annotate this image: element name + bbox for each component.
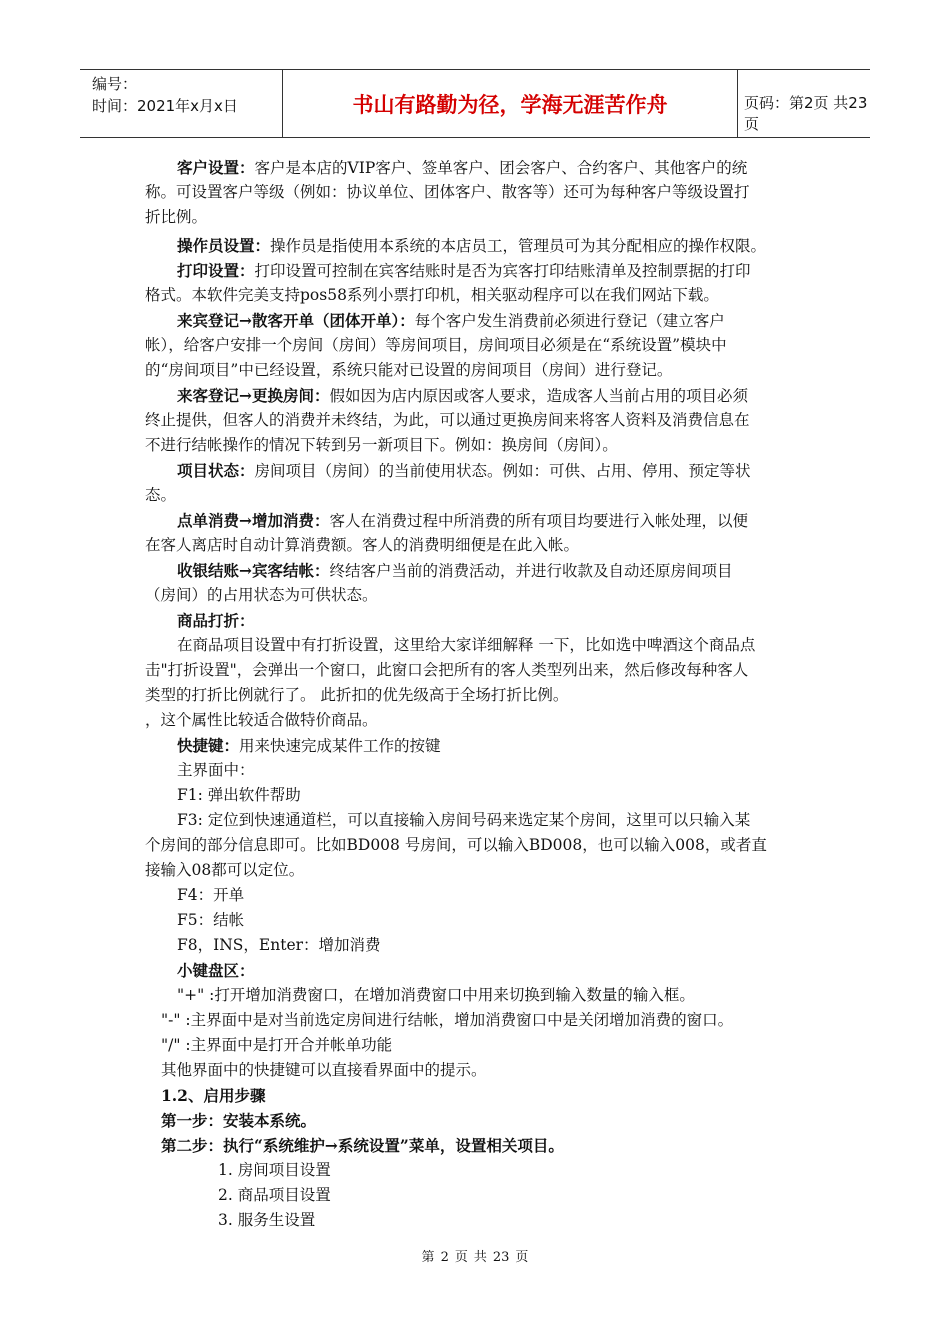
paragraph-line bbox=[177, 233, 766, 259]
list-item bbox=[218, 1208, 315, 1233]
paragraph-line bbox=[177, 258, 751, 284]
paragraph-line bbox=[177, 908, 244, 933]
paragraph-line bbox=[145, 683, 568, 708]
paragraph-line bbox=[145, 408, 750, 433]
bold-term: 客户设置： bbox=[177, 158, 255, 177]
paragraph-line bbox=[177, 558, 733, 584]
line-text: 不进行结帐操作的情况下转到另一新项目下。例如：换房间（房间）。 bbox=[145, 436, 618, 454]
line-text: 2. 商品项目设置 bbox=[218, 1186, 331, 1204]
page-header bbox=[80, 69, 870, 138]
line-text: F8，INS，Enter：增加消费 bbox=[177, 936, 381, 954]
line-text: （房间）的占用状态为可供状态。 bbox=[145, 586, 378, 604]
paragraph-line bbox=[177, 508, 748, 534]
bold-term: 来客登记→更换房间： bbox=[177, 386, 330, 405]
paragraph-line bbox=[177, 155, 747, 181]
paragraph-line bbox=[145, 180, 750, 205]
header-motto: 书山有路勤为径，学海无涯苦作舟 bbox=[282, 70, 738, 137]
line-text: 假如因为店内原因或客人要求，造成客人当前占用的项目必须 bbox=[329, 387, 749, 405]
line-text: 类型的打折比例就行了。 此折扣的优先级高于全场打折比例。 bbox=[145, 686, 569, 704]
paragraph-line bbox=[177, 733, 441, 759]
paragraph-line bbox=[177, 458, 751, 484]
line-text: 在商品项目设置中有打折设置，这里给大家详细解释 一下，比如选中啤酒这个商品点 bbox=[177, 636, 756, 654]
paragraph-line bbox=[145, 583, 378, 608]
document-number-label: 编号： bbox=[92, 75, 138, 93]
paragraph-line bbox=[145, 333, 727, 358]
line-text: ，这个属性比较适合做特价商品。 bbox=[145, 711, 378, 729]
line-text: 的“房间项目”中已经设置，系统只能对已设置的房间项目（房间）进行登记。 bbox=[145, 361, 673, 379]
line-text: 格式。本软件完美支持pos58系列小票打印机，相关驱动程序可以在我们网站下载。 bbox=[145, 286, 719, 304]
line-text: "+" :打开增加消费窗口，在增加消费窗口中用来切换到输入数量的输入框。 bbox=[177, 986, 695, 1004]
paragraph-line bbox=[161, 1033, 392, 1058]
paragraph-line bbox=[177, 958, 255, 984]
paragraph-line bbox=[145, 533, 579, 558]
line-text: 帐），给客户安排一个房间（房间）等房间项目，房间项目必须是在“系统设置”模块中 bbox=[145, 336, 727, 354]
line-text: 操作员是指使用本系统的本店员工，管理员可为其分配相应的操作权限。 bbox=[270, 237, 767, 255]
bold-term: 快捷键： bbox=[177, 736, 240, 755]
bold-term: 点单消费→增加消费： bbox=[177, 511, 330, 530]
line-text: "-" :主界面中是对当前选定房间进行结帐，增加消费窗口中是关闭增加消费的窗口。 bbox=[161, 1011, 734, 1029]
paragraph-line bbox=[145, 708, 378, 733]
line-text: 击"打折设置"，会弹出一个窗口，此窗口会把所有的客人类型列出来，然后修改每种客人 bbox=[145, 661, 749, 679]
paragraph-line bbox=[177, 758, 255, 783]
line-text: "/" :主界面中是打开合并帐单功能 bbox=[161, 1036, 393, 1054]
paragraph-line bbox=[145, 433, 618, 458]
bold-term: 打印设置： bbox=[177, 261, 255, 280]
paragraph-line bbox=[177, 783, 301, 808]
document-date-label: 时间：2021年x月x日 bbox=[92, 97, 238, 115]
footer-text: 共 bbox=[473, 1250, 487, 1265]
line-text: 主界面中： bbox=[177, 761, 255, 779]
line-text: 每个客户发生消费前必须进行登记（建立客户 bbox=[414, 312, 725, 330]
header-page-number: 页码：第2页 共23页 bbox=[744, 94, 868, 133]
paragraph-line bbox=[177, 808, 750, 833]
bold-term: 第二步：执行“系统维护→系统设置”菜单，设置相关项目。 bbox=[161, 1136, 564, 1155]
bold-term: 商品打折： bbox=[177, 611, 255, 630]
paragraph-line bbox=[177, 883, 244, 908]
line-text: 客户是本店的VIP客户、签单客户、团会客户、合约客户、其他客户的统 bbox=[254, 159, 748, 177]
paragraph-line bbox=[145, 358, 672, 383]
footer-current-page: 2 bbox=[440, 1250, 449, 1265]
bold-term: 来宾登记→散客开单（团体开单）： bbox=[177, 311, 415, 330]
line-text: 个房间的部分信息即可。比如BD008 号房间，可以输入BD008，也可以输入008，或者直 bbox=[145, 836, 767, 854]
paragraph-line bbox=[161, 1108, 316, 1134]
line-text: F3: 定位到快速通道栏，可以直接输入房间号码来选定某个房间，这里可以只输入某 bbox=[177, 811, 751, 829]
paragraph-line bbox=[145, 205, 207, 230]
list-item bbox=[218, 1183, 331, 1208]
bold-term: 收银结账→宾客结帐： bbox=[177, 561, 330, 580]
paragraph-line bbox=[177, 608, 255, 634]
line-text: F5：结帐 bbox=[177, 911, 245, 929]
bold-term: 第一步：安装本系统。 bbox=[161, 1111, 317, 1130]
paragraph-line bbox=[161, 1008, 733, 1033]
line-text: 在客人离店时自动计算消费额。客人的消费明细便是在此入帐。 bbox=[145, 536, 580, 554]
line-text: 其他界面中的快捷键可以直接看界面中的提示。 bbox=[161, 1061, 487, 1079]
line-text: 称。可设置客户等级（例如：协议单位、团体客户、散客等）还可为每种客户等级设置打 bbox=[145, 183, 750, 201]
paragraph-line bbox=[145, 658, 748, 683]
paragraph-line bbox=[177, 633, 755, 658]
paragraph-line bbox=[177, 308, 725, 334]
line-text: F4：开单 bbox=[177, 886, 245, 904]
paragraph-line bbox=[161, 1058, 487, 1083]
paragraph-line bbox=[145, 858, 304, 883]
paragraph-line bbox=[177, 933, 381, 958]
paragraph-line bbox=[161, 1133, 564, 1159]
bold-term: 操作员设置： bbox=[177, 236, 271, 255]
line-text: 用来快速完成某件工作的按键 bbox=[239, 737, 441, 755]
line-text: F1: 弹出软件帮助 bbox=[177, 786, 301, 804]
footer-text: 页 bbox=[454, 1250, 468, 1265]
footer-text: 页 bbox=[515, 1250, 529, 1265]
header-meta bbox=[92, 73, 238, 117]
line-text: 折比例。 bbox=[145, 208, 208, 226]
list-item bbox=[218, 1158, 331, 1183]
line-text: 态。 bbox=[145, 486, 177, 504]
line-text: 客人在消费过程中所消费的所有项目均要进行入帐处理，以便 bbox=[329, 512, 749, 530]
line-text: 终止提供，但客人的消费并未终结，为此，可以通过更换房间来将客人资料及消费信息在 bbox=[145, 411, 750, 429]
line-text: 终结客户当前的消费活动，并进行收款及自动还原房间项目 bbox=[329, 562, 733, 580]
paragraph-line bbox=[161, 1083, 265, 1109]
paragraph-line bbox=[145, 833, 767, 858]
line-text: 房间项目（房间）的当前使用状态。例如：可供、占用、停用、预定等状 bbox=[254, 462, 751, 480]
line-text: 3. 服务生设置 bbox=[218, 1211, 316, 1229]
footer-text: 第 bbox=[421, 1250, 435, 1265]
bold-term: 项目状态： bbox=[177, 461, 255, 480]
paragraph-line bbox=[145, 483, 176, 508]
page-footer bbox=[0, 1246, 950, 1265]
line-text: 1. 房间项目设置 bbox=[218, 1161, 331, 1179]
paragraph-line bbox=[177, 983, 695, 1008]
footer-total-pages: 23 bbox=[492, 1250, 510, 1265]
line-text: 打印设置可控制在宾客结账时是否为宾客打印结账清单及控制票据的打印 bbox=[254, 262, 751, 280]
line-text: 接输入08都可以定位。 bbox=[145, 861, 305, 879]
bold-term: 小键盘区： bbox=[177, 961, 255, 980]
bold-term: 1.2、启用步骤 bbox=[161, 1086, 266, 1105]
paragraph-line bbox=[145, 283, 719, 308]
paragraph-line bbox=[177, 383, 748, 409]
